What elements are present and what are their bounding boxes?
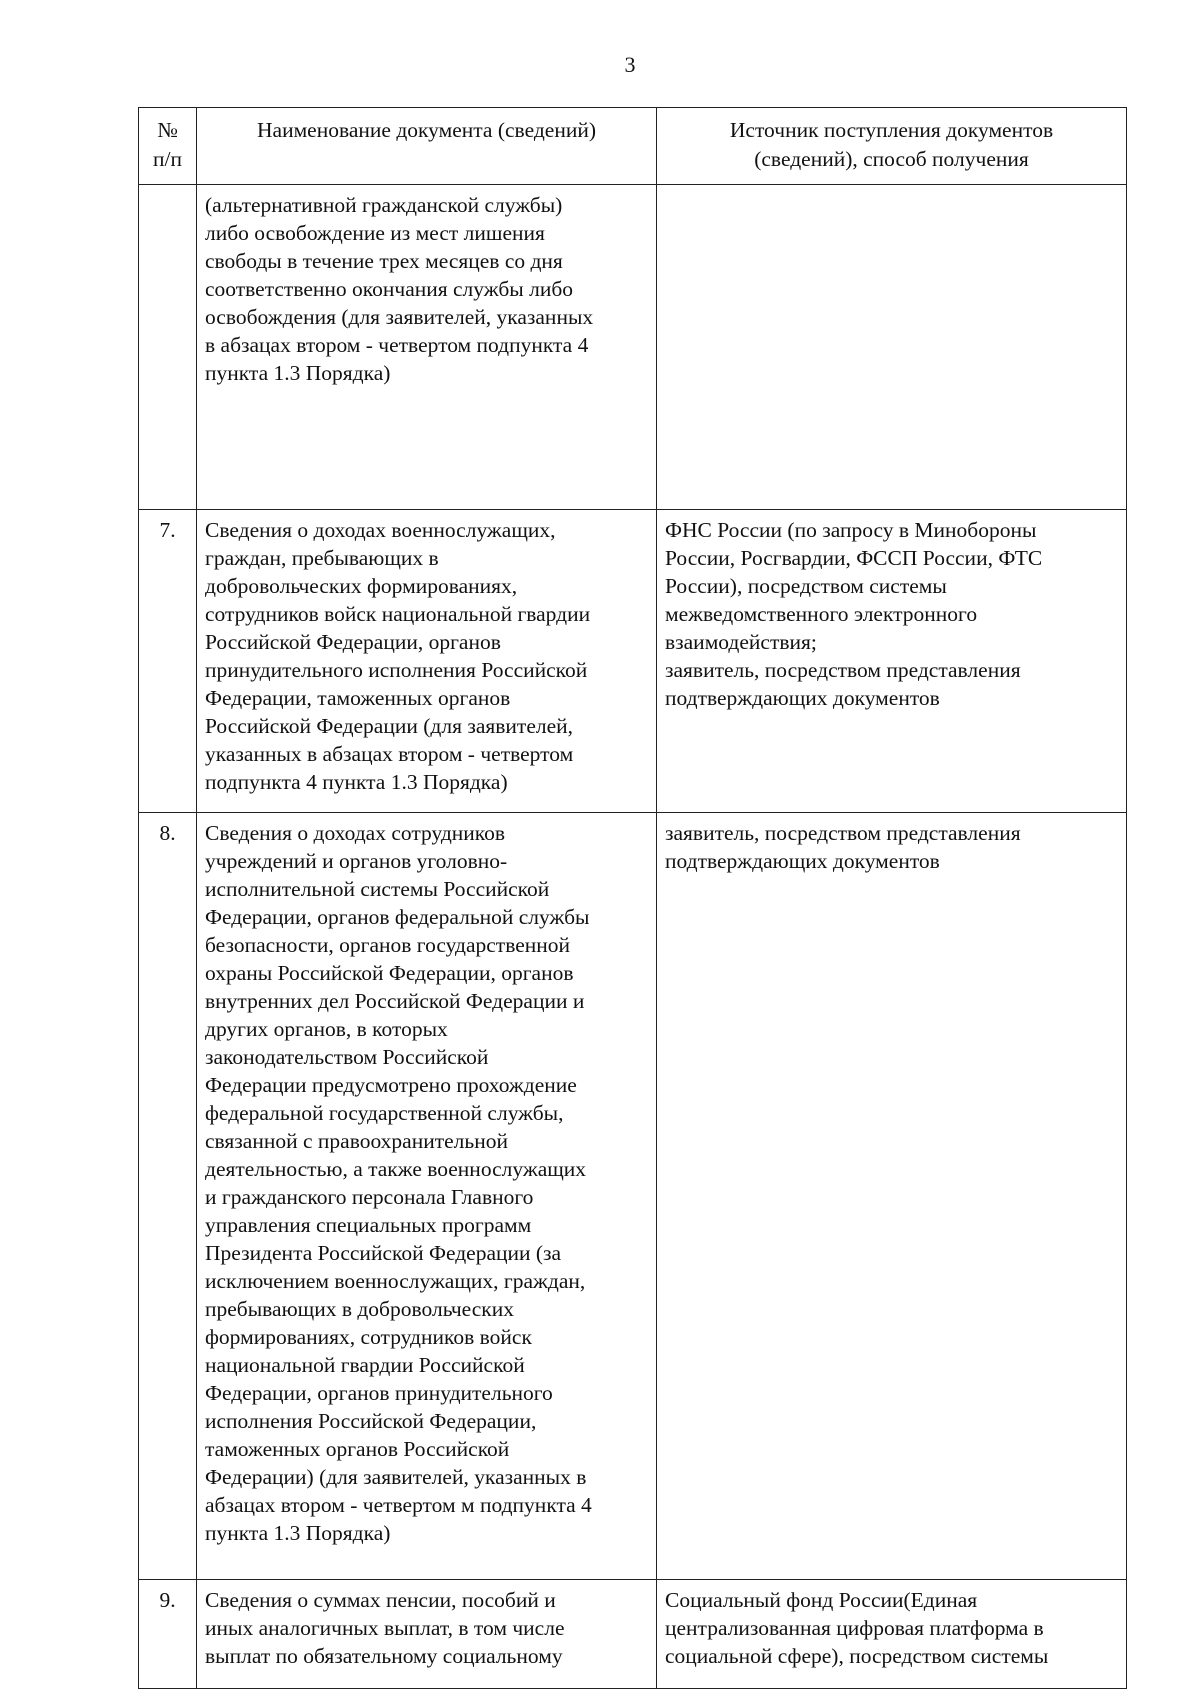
row-source bbox=[657, 185, 1127, 510]
document-name-line: либо освобождение из мест лишения bbox=[205, 221, 545, 245]
row-source bbox=[657, 510, 1127, 813]
document-name-line: сотрудников войск национальной гвардии bbox=[205, 602, 591, 626]
document-name-line: свободы в течение трех месяцев со дня bbox=[205, 249, 563, 273]
page-number: 3 bbox=[624, 52, 636, 77]
header-source-line: Источник поступления документов bbox=[729, 118, 1054, 142]
source-line: ФНС России (по запросу в Минобороны bbox=[665, 518, 1037, 542]
row-document-name bbox=[197, 185, 657, 510]
document-name-line: других органов, в которых bbox=[205, 1017, 448, 1041]
document-name-line: деятельностью, а также военнослужащих bbox=[205, 1157, 587, 1181]
document-name-line: безопасности, органов государственной bbox=[205, 933, 571, 957]
row-source bbox=[657, 813, 1127, 1580]
document-name-line: Российской Федерации (для заявителей, bbox=[205, 714, 574, 738]
document-name-line: Федерации) (для заявителей, указанных в bbox=[205, 1465, 587, 1489]
document-name-line: исполнения Российской Федерации, bbox=[205, 1409, 537, 1433]
document-name-line: Сведения о доходах военнослужащих, bbox=[205, 518, 556, 542]
row-document-name bbox=[197, 510, 657, 813]
document-name-line: формированиях, сотрудников войск bbox=[205, 1325, 532, 1349]
document-name-line: федеральной государственной службы, bbox=[205, 1101, 564, 1125]
source-line: подтверждающих документов bbox=[665, 686, 940, 710]
document-name-line: Федерации, таможенных органов bbox=[205, 686, 511, 710]
header-source-line: (сведений), способ получения bbox=[754, 147, 1029, 171]
document-name-line: таможенных органов Российской bbox=[205, 1437, 510, 1461]
row-number: 8. bbox=[139, 813, 197, 1580]
header-number-line: № bbox=[157, 118, 178, 142]
document-name-line: пункта 1.3 Порядка) bbox=[205, 361, 391, 385]
document-name-line: выплат по обязательному социальному bbox=[205, 1644, 563, 1668]
document-name-line: граждан, пребывающих в bbox=[205, 546, 439, 570]
document-name-line: национальной гвардии Российской bbox=[205, 1353, 525, 1377]
table-row bbox=[139, 813, 1127, 1580]
document-name-line: исполнительной системы Российской bbox=[205, 877, 550, 901]
row-document-name bbox=[197, 1580, 657, 1689]
document-name-line: соответственно окончания службы либо bbox=[205, 277, 574, 301]
source-line: централизованная цифровая платформа в bbox=[665, 1616, 1044, 1640]
header-source bbox=[657, 108, 1127, 185]
source-line: социальной сфере), посредством системы bbox=[665, 1644, 1049, 1668]
documents-table bbox=[138, 107, 1127, 1689]
source-line: взаимодействия; bbox=[665, 630, 817, 654]
document-name-line: указанных в абзацах втором - четвертом bbox=[205, 742, 574, 766]
row-document-name bbox=[197, 813, 657, 1580]
table-row bbox=[139, 1580, 1127, 1689]
document-name-line: Сведения о доходах сотрудников bbox=[205, 821, 506, 845]
source-line: заявитель, посредством представления bbox=[665, 821, 1021, 845]
header-number bbox=[139, 108, 197, 185]
document-name-line: Президента Российской Федерации (за bbox=[205, 1241, 562, 1265]
document-name-line: пункта 1.3 Порядка) bbox=[205, 1521, 391, 1545]
table-row bbox=[139, 185, 1127, 510]
document-name-line: связанной с правоохранительной bbox=[205, 1129, 508, 1153]
source-line: Социальный фонд России(Единая bbox=[665, 1588, 978, 1612]
document-name-line: освобождения (для заявителей, указанных bbox=[205, 305, 594, 329]
document-name-line: и гражданского персонала Главного bbox=[205, 1185, 534, 1209]
document-name-line: исключением военнослужащих, граждан, bbox=[205, 1269, 586, 1293]
table-row bbox=[139, 510, 1127, 813]
document-name-line: пребывающих в добровольческих bbox=[205, 1297, 514, 1321]
row-number bbox=[139, 185, 197, 510]
document-name-line: законодательством Российской bbox=[205, 1045, 489, 1069]
document-name-line: Федерации, органов принудительного bbox=[205, 1381, 553, 1405]
document-name-line: (альтернативной гражданской службы) bbox=[205, 193, 563, 217]
document-name-line: Федерации, органов федеральной службы bbox=[205, 905, 590, 929]
document-name-line: подпункта 4 пункта 1.3 Порядка) bbox=[205, 770, 508, 794]
document-name-line: управления специальных программ bbox=[205, 1213, 532, 1237]
document-name-line: в абзацах втором - четвертом подпункта 4 bbox=[205, 333, 589, 357]
header-document-name bbox=[197, 108, 657, 185]
document-name-line: абзацах втором - четвертом м подпункта 4 bbox=[205, 1493, 592, 1517]
source-line: России), посредством системы bbox=[665, 574, 947, 598]
source-line: межведомственного электронного bbox=[665, 602, 978, 626]
document-name-line: учреждений и органов уголовно- bbox=[205, 849, 508, 873]
header-number-line: п/п bbox=[153, 147, 182, 171]
document-name-line: внутренних дел Российской Федерации и bbox=[205, 989, 585, 1013]
document-name-line: добровольческих формированиях, bbox=[205, 574, 518, 598]
row-source bbox=[657, 1580, 1127, 1689]
document-name-line: охраны Российской Федерации, органов bbox=[205, 961, 574, 985]
header-name-line: Наименование документа (сведений) bbox=[257, 118, 596, 142]
document-name-line: Сведения о суммах пенсии, пособий и bbox=[205, 1588, 556, 1612]
document-name-line: Российской Федерации, органов bbox=[205, 630, 501, 654]
table-header-row bbox=[139, 108, 1127, 185]
document-name-line: Федерации предусмотрено прохождение bbox=[205, 1073, 577, 1097]
document-name-line: иных аналогичных выплат, в том числе bbox=[205, 1616, 565, 1640]
document-name-line: принудительного исполнения Российской bbox=[205, 658, 588, 682]
row-number: 7. bbox=[139, 510, 197, 813]
row-number: 9. bbox=[139, 1580, 197, 1689]
source-line: заявитель, посредством представления bbox=[665, 658, 1021, 682]
source-line: подтверждающих документов bbox=[665, 849, 940, 873]
source-line: России, Росгвардии, ФССП России, ФТС bbox=[665, 546, 1043, 570]
